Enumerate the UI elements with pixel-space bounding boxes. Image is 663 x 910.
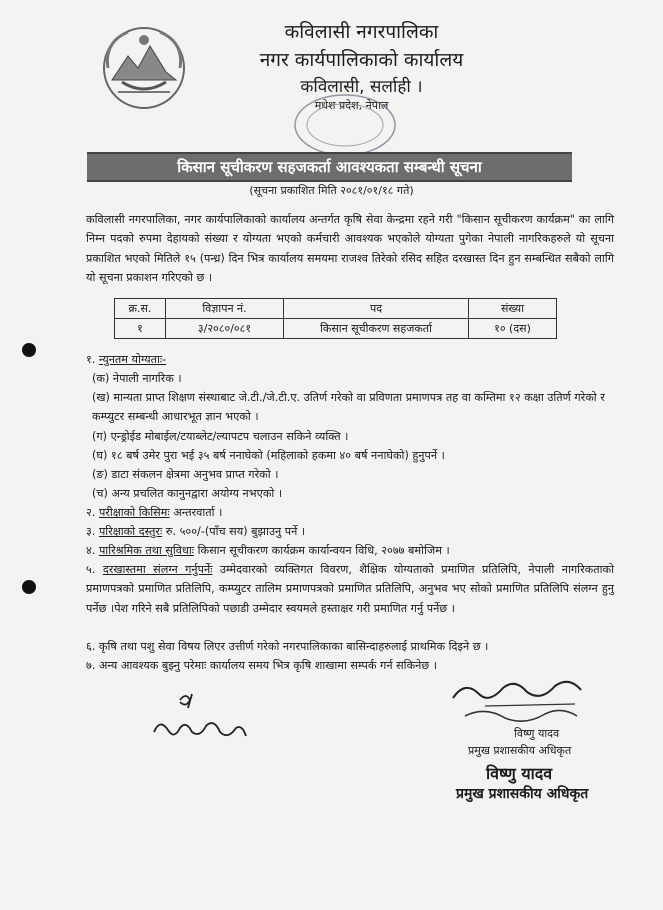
signature-icon bbox=[445, 676, 595, 732]
signatory-post-small: प्रमुख प्रशासकीय अधिकृत bbox=[468, 744, 572, 757]
list-item: (ङ) डाटा संकलन क्षेत्रमा अनुभव प्राप्त गरेको । bbox=[92, 468, 279, 481]
province-name: मधेश प्रदेश, नेपाल bbox=[314, 99, 389, 112]
publish-date: (सूचना प्रकाशित मिति २०८१/०१/१८ गते) bbox=[249, 184, 414, 197]
section-number: ४. bbox=[86, 544, 96, 557]
signatory-name: विष्णु यादव bbox=[486, 764, 553, 783]
section-title: न्युनतम योग्यताः- bbox=[98, 353, 167, 366]
signatory-name-small: विष्णु यादव bbox=[514, 727, 560, 740]
list-item: (क) नेपाली नागरिक । bbox=[92, 372, 182, 385]
office-name: नगर कार्यपालिकाको कार्यालय bbox=[259, 49, 464, 71]
cell-count: १० (दस) bbox=[469, 319, 557, 339]
punch-hole-icon bbox=[22, 343, 36, 357]
section-title: परीक्षाको किसिमः bbox=[98, 506, 170, 519]
municipality-name: कविलासी नगरपालिका bbox=[284, 21, 439, 43]
section-priority: ६. कृषि तथा पशु सेवा विषय लिएर उत्तीर्ण गरेको नगरपालिकाका बासिन्दाहरुलाई प्राथमिक दिइने छ । bbox=[86, 640, 489, 653]
section-text: उम्मेदवारको व्यक्तिगत विवरण, शैक्षिक योग्यताको प्रमाणित प्रतिलिपि, नेपाली नागरिकताको प्रमाणपत्रको प्रमाणित प्रतिलिपि, कम्प्युटर तालिम प्रमाणपत्रको प्रमाणित प्रतिलिपि, अनुभव भए सोको प्रमाणित प्रतिलिपि संलग्न हुनु पर्नेछ ।पेश गरिने सबै प्रतिलिपिको पछाडी उम्मेदार स्वयमले हस्ताक्षर गरी प्रमाणित गर्नु पर्नेछ । bbox=[86, 563, 614, 615]
col-advert-no: विज्ञापन नं. bbox=[166, 299, 284, 319]
list-item: (घ) १८ बर्ष उमेर पुरा भई ३५ बर्ष ननाघेको (महिलाको हकमा ४० बर्ष ननाघेको) हुनुपर्ने । bbox=[92, 449, 445, 462]
col-count: संख्या bbox=[469, 299, 557, 319]
section-remuneration bbox=[86, 541, 614, 560]
section-attachments bbox=[86, 560, 614, 618]
cell-serial: १ bbox=[115, 319, 166, 339]
punch-hole-icon bbox=[22, 580, 36, 594]
signatory-post: प्रमुख प्रशासकीय अधिकृत bbox=[456, 786, 589, 802]
cell-post: किसान सूचीकरण सहजकर्ता bbox=[284, 319, 469, 339]
list-item: (ख) मान्यता प्राप्त शिक्षण संस्थाबाट जे.टी./जे.टी.ए. उतिर्ण गरेको वा प्रविणता प्रमाणपत्र तह वा कम्तिमा १२ कक्षा उतिर्ण गरेको र कम्प्युटर सम्बन्धी आधारभूत ज्ञान भएको । bbox=[92, 391, 605, 424]
col-post: पद bbox=[284, 299, 469, 319]
section-number: २. bbox=[86, 506, 96, 519]
office-stamp-icon bbox=[290, 90, 400, 160]
cell-advert-no: ३/२०८०/०८१ bbox=[166, 319, 284, 339]
col-serial: क्र.स. bbox=[115, 299, 166, 319]
section-text: अन्तरवार्ता । bbox=[169, 506, 223, 519]
section-exam-type bbox=[86, 503, 614, 522]
list-item: (च) अन्य प्रचलित कानुनद्वारा अयोग्य नभएको । bbox=[92, 487, 283, 500]
list-item: (ग) एन्ड्रोईड मोबाईल/टयाब्लेट/ल्यापटप चलाउन सकिने व्यक्ति । bbox=[92, 430, 349, 443]
section-text: किसान सूचीकरण कार्यक्रम कार्यान्वयन विधि, २०७७ बमोजिम । bbox=[194, 544, 450, 557]
section-title: परिक्षाको दस्तुरः bbox=[98, 525, 163, 538]
intro-paragraph: कविलासी नगरपालिका, नगर कार्यपालिकाको कार्यालय अन्तर्गत कृषि सेवा केन्द्रमा रहने गरी "किसान सूचीकरण कार्यक्रम" का लागि निम्न पदको रुपमा देहायको संख्या र योग्यता भएको कर्मचारी आवश्यक भएकोले योग्यता पुगेका नेपाली नागरिकहरुले यो सूचना प्रकाशित भएको मितिले १५ (पन्ध्र) दिन भित्र कार्यालय समयमा राजश्व तिरेको रसिद सहित दरखास्त दिन हुन सम्बन्धित सबैको लागि यो सूचना प्रकाशन गरिएको छ । bbox=[86, 213, 614, 285]
section-number: ३. bbox=[86, 525, 96, 538]
section-qualification-heading bbox=[86, 350, 614, 369]
section-number: १. bbox=[86, 353, 96, 366]
section-title: पारिश्रमिक तथा सुविधाः bbox=[98, 544, 195, 557]
notice-title: किसान सूचीकरण सहजकर्ता आवश्यकता सम्बन्धी सूचना bbox=[87, 152, 572, 182]
section-number: ५. bbox=[86, 563, 96, 576]
section-title: दरखास्तमा संलग्न गर्नुपर्नेः bbox=[102, 563, 213, 576]
table-header-row bbox=[115, 299, 557, 319]
office-address: कविलासी, सर्लाही । bbox=[300, 77, 423, 97]
section-exam-fee bbox=[86, 522, 614, 541]
section-contact: ७. अन्य आवश्यक बुझ्नु परेमाः कार्यालय समय भित्र कृषि शाखामा सम्पर्क गर्न सकिनेछ । bbox=[86, 659, 438, 672]
vacancy-table bbox=[114, 298, 557, 339]
handwritten-initial-icon bbox=[150, 688, 260, 748]
section-text: रु. ५००/-(पाँच सय) बुझाउनु पर्ने । bbox=[162, 525, 306, 538]
table-row bbox=[115, 319, 557, 339]
